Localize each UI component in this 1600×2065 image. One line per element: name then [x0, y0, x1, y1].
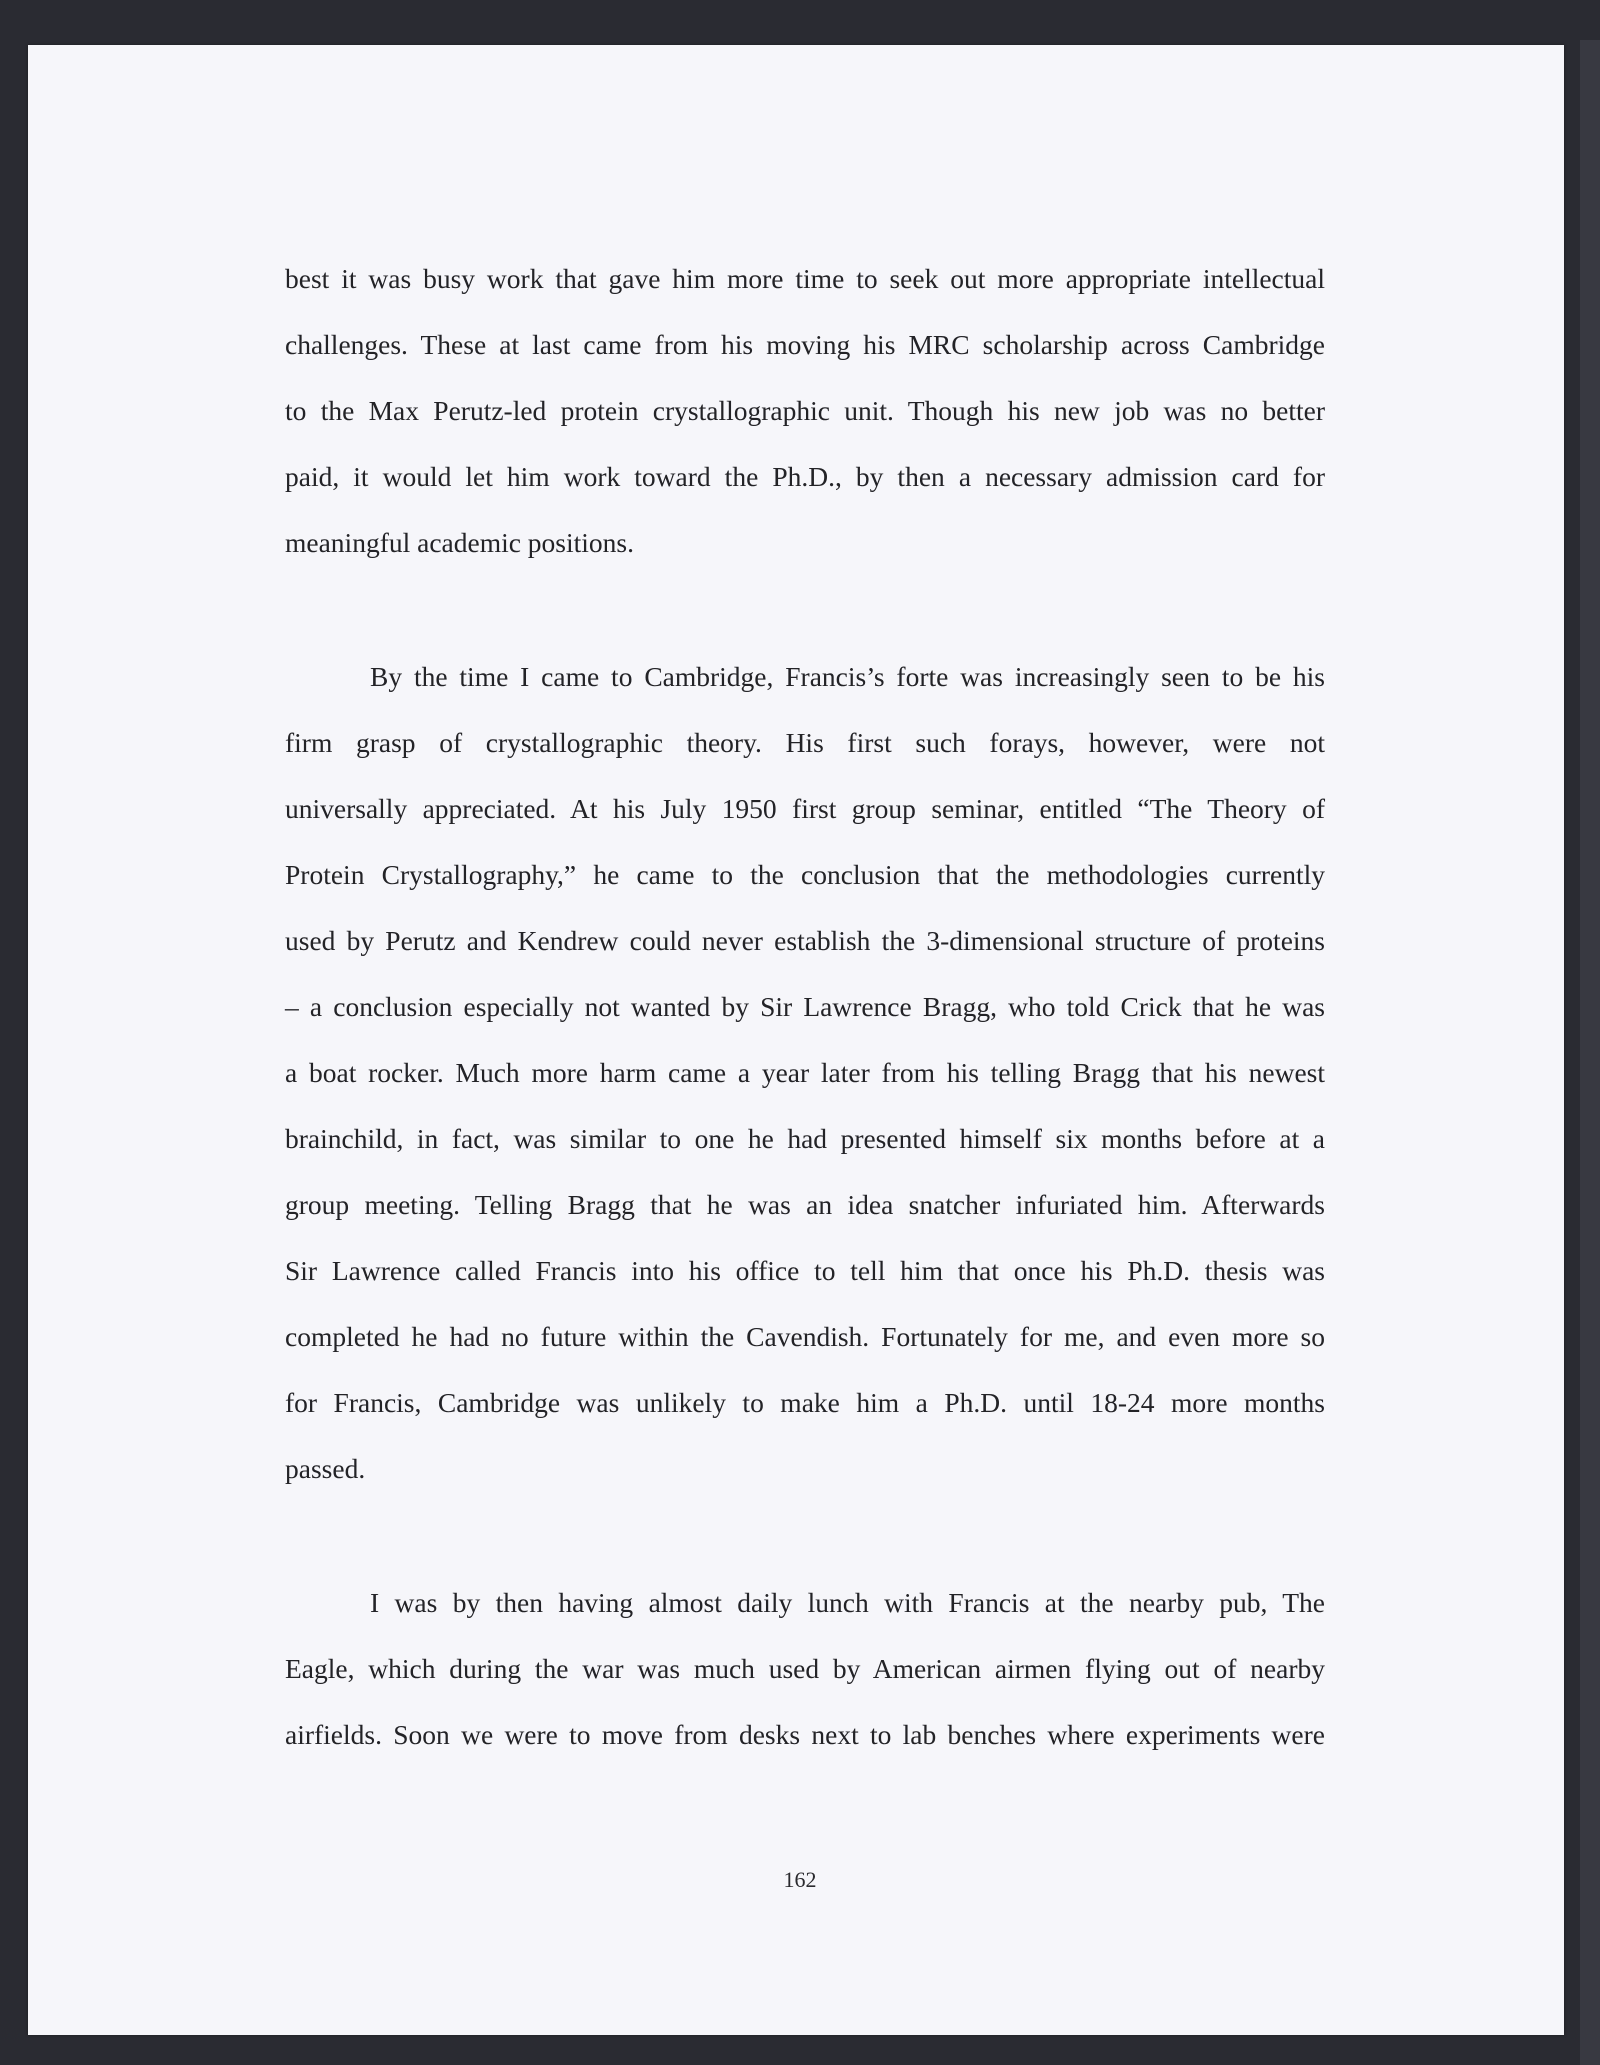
text-line: passed. [285, 1453, 366, 1484]
text-line: airfields. Soon we were to move from desks next to lab benches where experiments were [285, 1719, 1325, 1750]
text-line: Eagle, which during the war was much used by American airmen flying out of nearby [285, 1653, 1325, 1684]
text-line: to the Max Perutz-led protein crystallographic unit. Though his new job was no better [285, 395, 1325, 426]
text-line: used by Perutz and Kendrew could never establish the 3-dimensional structure of proteins [285, 925, 1325, 956]
text-line: Sir Lawrence called Francis into his office to tell him that once his Ph.D. thesis was [285, 1255, 1325, 1286]
text-line: a boat rocker. Much more harm came a year later from his telling Bragg that his newest [285, 1057, 1325, 1088]
body-text [285, 246, 1325, 1768]
text-line: meaningful academic positions. [285, 527, 635, 558]
paragraph-1 [285, 246, 1325, 576]
text-line: Protein Crystallography,” he came to the conclusion that the methodologies currently [285, 859, 1325, 890]
paragraph-2 [285, 644, 1325, 1502]
text-line: for Francis, Cambridge was unlikely to make him a Ph.D. until 18-24 more months [285, 1387, 1325, 1418]
text-line: group meeting. Telling Bragg that he was an idea snatcher infuriated him. Afterwards [285, 1189, 1325, 1220]
binder-edge [1580, 40, 1600, 2065]
paragraph-3 [285, 1570, 1325, 1768]
text-line: completed he had no future within the Cavendish. Fortunately for me, and even more so [285, 1321, 1325, 1352]
text-line: paid, it would let him work toward the Ph.D., by then a necessary admission card for [285, 461, 1325, 492]
page-number: 162 [783, 1867, 817, 1892]
text-line: By the time I came to Cambridge, Francis’s forte was increasingly seen to be his [370, 661, 1325, 692]
text-line: – a conclusion especially not wanted by Sir Lawrence Bragg, who told Crick that he was [285, 991, 1325, 1022]
text-line: best it was busy work that gave him more time to seek out more appropriate intellectual [285, 263, 1325, 294]
text-line: brainchild, in fact, was similar to one he had presented himself six months before at a [285, 1123, 1325, 1154]
text-line: I was by then having almost daily lunch with Francis at the nearby pub, The [370, 1587, 1325, 1618]
text-line: challenges. These at last came from his moving his MRC scholarship across Cambridge [285, 329, 1325, 360]
text-line: firm grasp of crystallographic theory. His first such forays, however, were not [285, 727, 1325, 758]
text-line: universally appreciated. At his July 1950 first group seminar, entitled “The Theory of [285, 793, 1325, 824]
